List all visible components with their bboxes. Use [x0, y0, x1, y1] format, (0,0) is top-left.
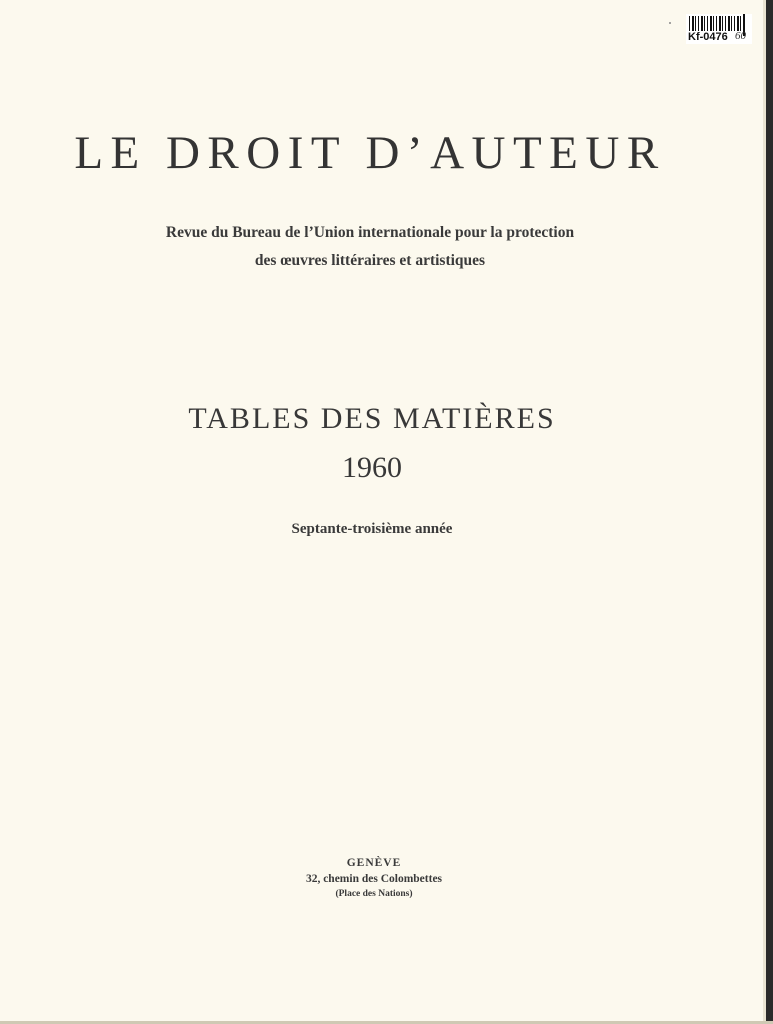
barcode-icon [689, 16, 743, 31]
label-handwritten: 60 [735, 30, 746, 42]
paper-speck [669, 22, 671, 24]
edition-year: Septante-troisième année [291, 521, 453, 537]
address-city: GENÈVE [346, 857, 402, 869]
scan-edge-right [766, 0, 773, 1024]
year: 1960 [342, 451, 402, 484]
address-place: (Place des Nations) [335, 889, 413, 899]
subtitle-line-1: Revue du Bureau de l’Union internationale pour la protection [165, 224, 575, 241]
library-label [686, 14, 752, 44]
subtitle-line-2: des œuvres littéraires et artistiques [254, 252, 486, 269]
section-title: TABLES DES MATIÈRES [188, 402, 556, 435]
address-street: 32, chemin des Colombettes [305, 873, 443, 885]
label-id: Kf-0476 [688, 31, 728, 43]
journal-title: LE DROIT D’AUTEUR [74, 127, 666, 179]
